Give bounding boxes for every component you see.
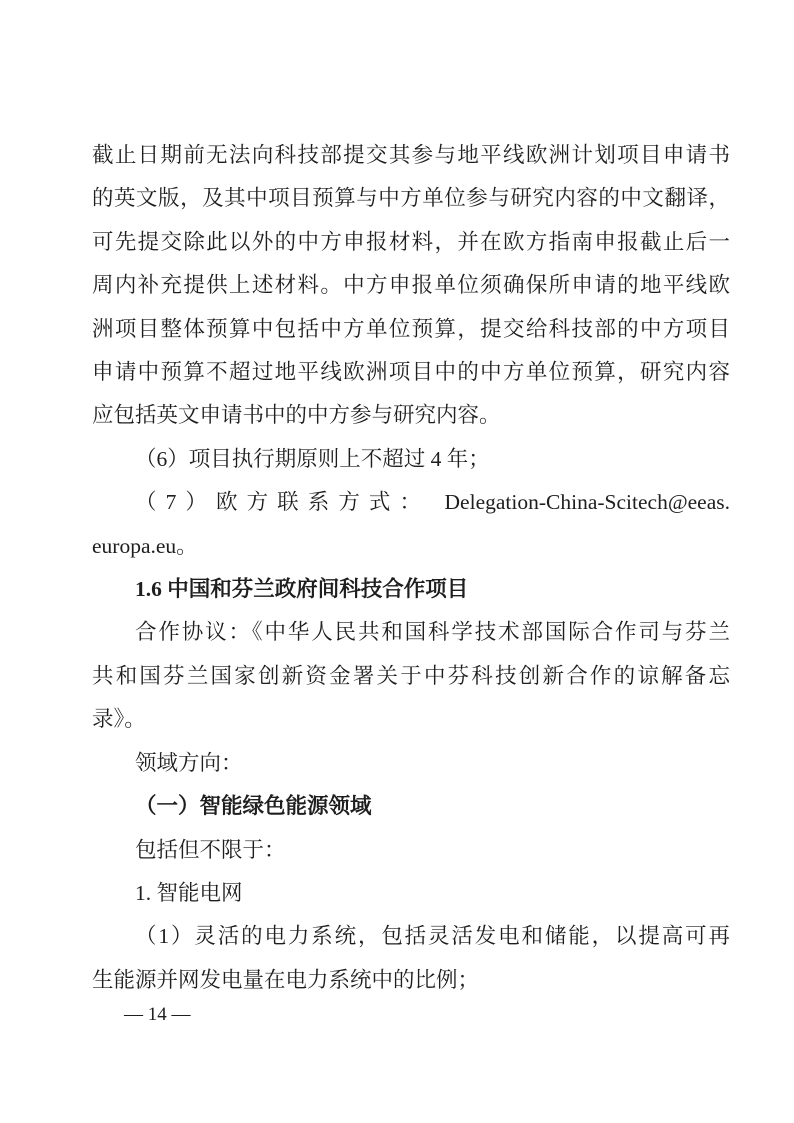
page-number: — 14 — <box>124 1004 191 1025</box>
body-line: 生能源并网发电量在电力系统中的比例； <box>92 967 480 992</box>
list-item-7-contact: （7）欧方联系方式： Delegation-China-Scitech@eeas. <box>135 490 730 515</box>
body-line: 截止日期前无法向科技部提交其参与地平线欧洲计划项目申请书 <box>92 143 730 167</box>
body-line: 可先提交除此以外的中方申报材料，并在欧方指南申报截止后一 <box>92 229 730 254</box>
list-item-6: （6）项目执行期原则上不超过 4 年； <box>135 446 490 471</box>
body-line: 应包括英文申请书中的中方参与研究内容。 <box>92 403 501 428</box>
body-line: 洲项目整体预算中包括中方单位预算，提交给科技部的中方项目 <box>92 316 730 341</box>
body-line: 合作协议：《中华人民共和国科学技术部国际合作司与芬兰 <box>135 620 730 645</box>
body-line: 录》。 <box>92 707 146 732</box>
body-line: 申请中预算不超过地平线欧洲项目中的中方单位预算，研究内容 <box>92 360 730 385</box>
subsection-heading-1: （一）智能绿色能源领域 <box>135 794 372 819</box>
body-line: 包括但不限于： <box>135 837 286 862</box>
body-line: 周内补充提供上述材料。中方申报单位须确保所申请的地平线欧 <box>92 273 730 298</box>
list-item-1: 1. 智能电网 <box>135 880 243 905</box>
contact-email-tail: europa.eu。 <box>92 533 198 558</box>
body-line: 共和国芬兰国家创新资金署关于中芬科技创新合作的谅解备忘 <box>92 663 730 688</box>
section-heading-1-6: 1.6 中国和芬兰政府间科技合作项目 <box>135 577 469 602</box>
list-item-1-1: （1）灵活的电力系统，包括灵活发电和储能，以提高可再 <box>135 924 730 949</box>
document-body <box>92 134 730 1002</box>
body-line: 领域方向： <box>135 750 243 775</box>
body-line: 的英文版，及其中项目预算与中方单位参与研究内容的中文翻译， <box>92 186 730 211</box>
